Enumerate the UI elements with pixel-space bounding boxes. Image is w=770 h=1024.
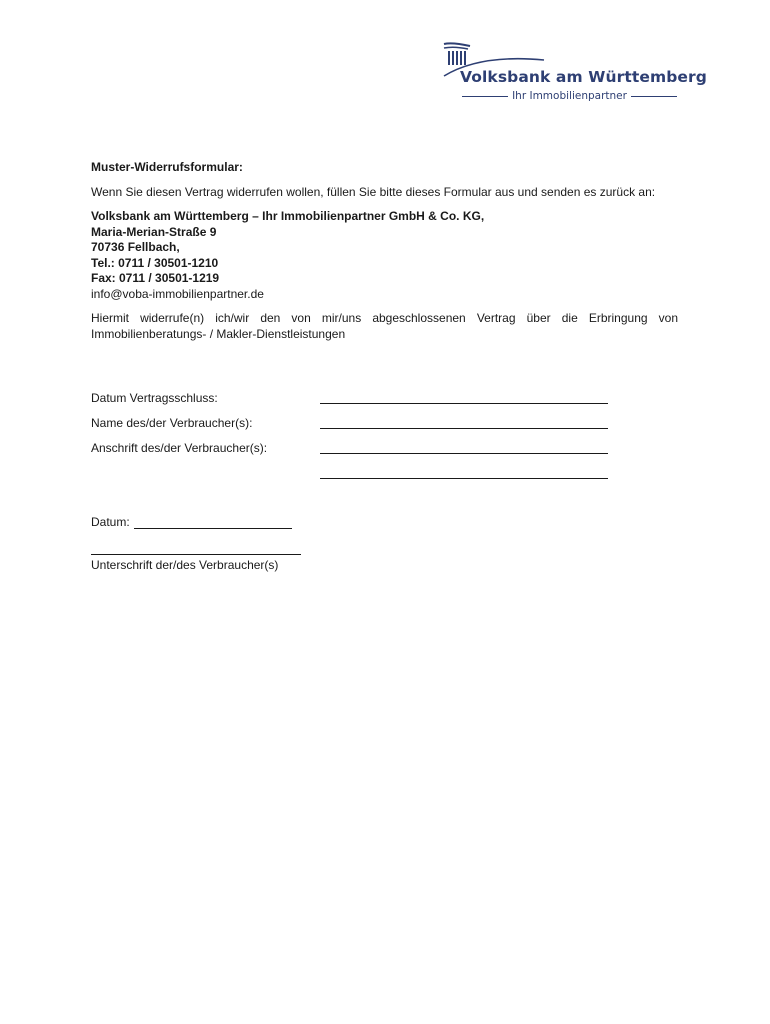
form-title: Muster-Widerrufsformular: (91, 160, 243, 174)
contract-date-field[interactable] (320, 391, 608, 404)
consumer-address-field[interactable] (320, 441, 608, 454)
logo-company-name: Volksbank am Württemberg (460, 68, 707, 86)
tagline-right-rule (631, 96, 677, 97)
logo-tagline (462, 90, 677, 102)
form-intro: Wenn Sie diesen Vertrag widerrufen wollen, füllen Sie bitte dieses Formular aus und senden es zurück an: (91, 184, 656, 199)
recipient-email[interactable]: info@voba-immobilienpartner.de (91, 286, 264, 301)
tagline-left-rule (462, 96, 508, 97)
signature-block (91, 515, 301, 572)
form-body (91, 160, 678, 342)
consumer-fields (91, 391, 651, 491)
consumer-address-label: Anschrift des/der Verbraucher(s): (91, 441, 268, 455)
recipient-address (91, 209, 678, 287)
recipient-fax: Fax: 0711 / 30501-1219 (91, 271, 220, 285)
recipient-street: Maria-Merian-Straße 9 (91, 224, 217, 239)
consumer-address-2-field[interactable] (320, 466, 608, 479)
signature-field[interactable] (91, 554, 301, 555)
recipient-phone: Tel.: 0711 / 30501-1210 (91, 255, 219, 270)
field-row-contract-date (91, 391, 651, 416)
signature-caption: Unterschrift der/des Verbraucher(s) (91, 558, 279, 572)
date-field[interactable] (134, 516, 292, 529)
consumer-name-field[interactable] (320, 416, 608, 429)
contract-date-label: Datum Vertragsschluss: (91, 391, 218, 405)
date-label: Datum: (91, 515, 130, 529)
field-row-consumer-name (91, 416, 651, 441)
withdrawal-statement: Hiermit widerrufe(n) ich/wir den von mir/uns abgeschlossenen Vertrag über die Erbringung von Immobilienberatungs- / Makler-Dienstleistungen (91, 311, 678, 341)
tagline-text: Ihr Immobilienpartner (512, 90, 627, 102)
recipient-city: 70736 Fellbach, (91, 240, 180, 254)
date-row (91, 515, 301, 529)
consumer-name-label: Name des/der Verbraucher(s): (91, 416, 253, 430)
field-row-consumer-address (91, 441, 651, 466)
company-logo (440, 40, 707, 110)
field-row-consumer-address-2 (91, 466, 651, 491)
recipient-company: Volksbank am Württemberg – Ihr Immobilienpartner GmbH & Co. KG, (91, 209, 485, 223)
